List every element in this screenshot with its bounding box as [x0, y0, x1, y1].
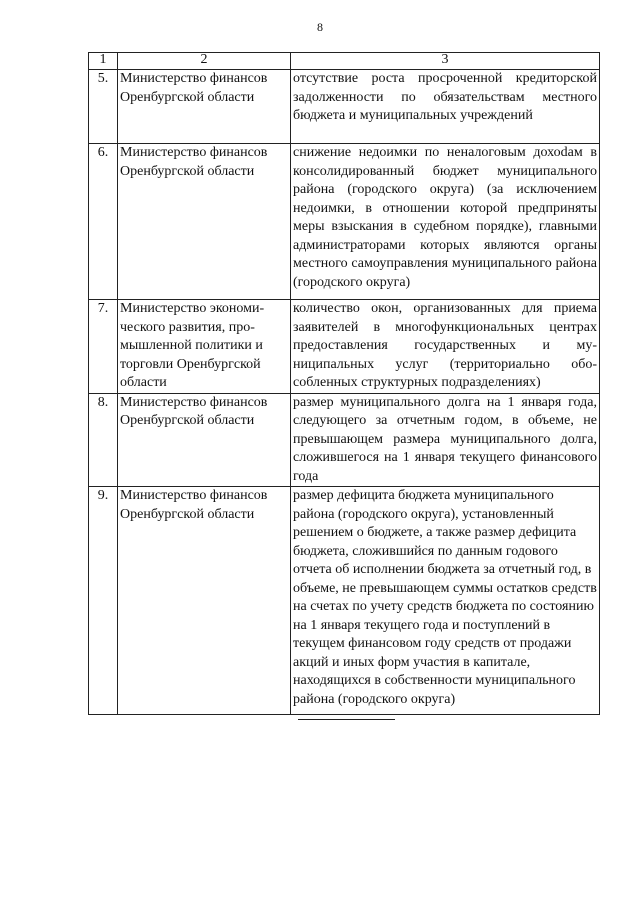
indicators-table	[88, 52, 600, 715]
row-ministry: Министерство финансов Оренбургской области	[118, 144, 291, 300]
row-number: 7.	[89, 300, 118, 394]
row-ministry: Министерство финансов Оренбургской области	[118, 487, 291, 715]
table-row	[89, 487, 600, 715]
column-header-ministry: 2	[118, 53, 291, 70]
row-description: количество окон, организованных для приема заявителей в многофункциональных центрах предоставления государственных и муниципальных услуг (территориально обособленных структурных подразделениях)	[291, 300, 600, 394]
row-description: размер муниципального долга на 1 января года, следующего за отчетным годом, в объеме, не превышающем размера муниципального долга, сложившегося на 1 января текущего финансового года	[291, 393, 600, 487]
row-number: 8.	[89, 393, 118, 487]
column-header-number: 1	[89, 53, 118, 70]
table-row	[89, 300, 600, 394]
table-header-row	[89, 53, 600, 70]
table-row	[89, 144, 600, 300]
row-number: 6.	[89, 144, 118, 300]
page-number: 8	[317, 20, 323, 34]
column-header-description: 3	[291, 53, 600, 70]
end-of-document-line	[298, 719, 395, 720]
row-description: отсутствие роста просроченной кредиторской задолженности по обязательствам местного бюджета и муниципальных учреждений	[291, 70, 600, 144]
row-ministry: Министерство экономического развития, промышленной политики и торговли Оренбургской области	[118, 300, 291, 394]
row-number: 5.	[89, 70, 118, 144]
row-description: размер дефицита бюджета муниципального района (городского округа), установленный решением о бюджете, а также размер дефицита бюджета, сложившийся по данным годового отчета об исполнении бюджета за отчетный год, в объеме, не превышающем суммы остатков средств на счетах по учету средств бюджета по состоянию на 1 января текущего года и поступлений в текущем финансовом году средств от продажи акций и иных форм участия в капитале, находящихся в собственности муниципального района (городского округа)	[291, 487, 600, 715]
row-description: снижение недоимки по неналоговым дохоdам в консолидированный бюджет муниципального района (городского округа) (за исключением недоимки, в отношении которой предприняты меры взыскания в судебном порядке), главными администраторами которых являются органы местного самоуправления муниципального района (городского округа)	[291, 144, 600, 300]
table-row	[89, 393, 600, 487]
table-row	[89, 70, 600, 144]
row-number: 9.	[89, 487, 118, 715]
row-ministry: Министерство финансов Оренбургской области	[118, 393, 291, 487]
row-ministry: Министерство финансов Оренбургской области	[118, 70, 291, 144]
